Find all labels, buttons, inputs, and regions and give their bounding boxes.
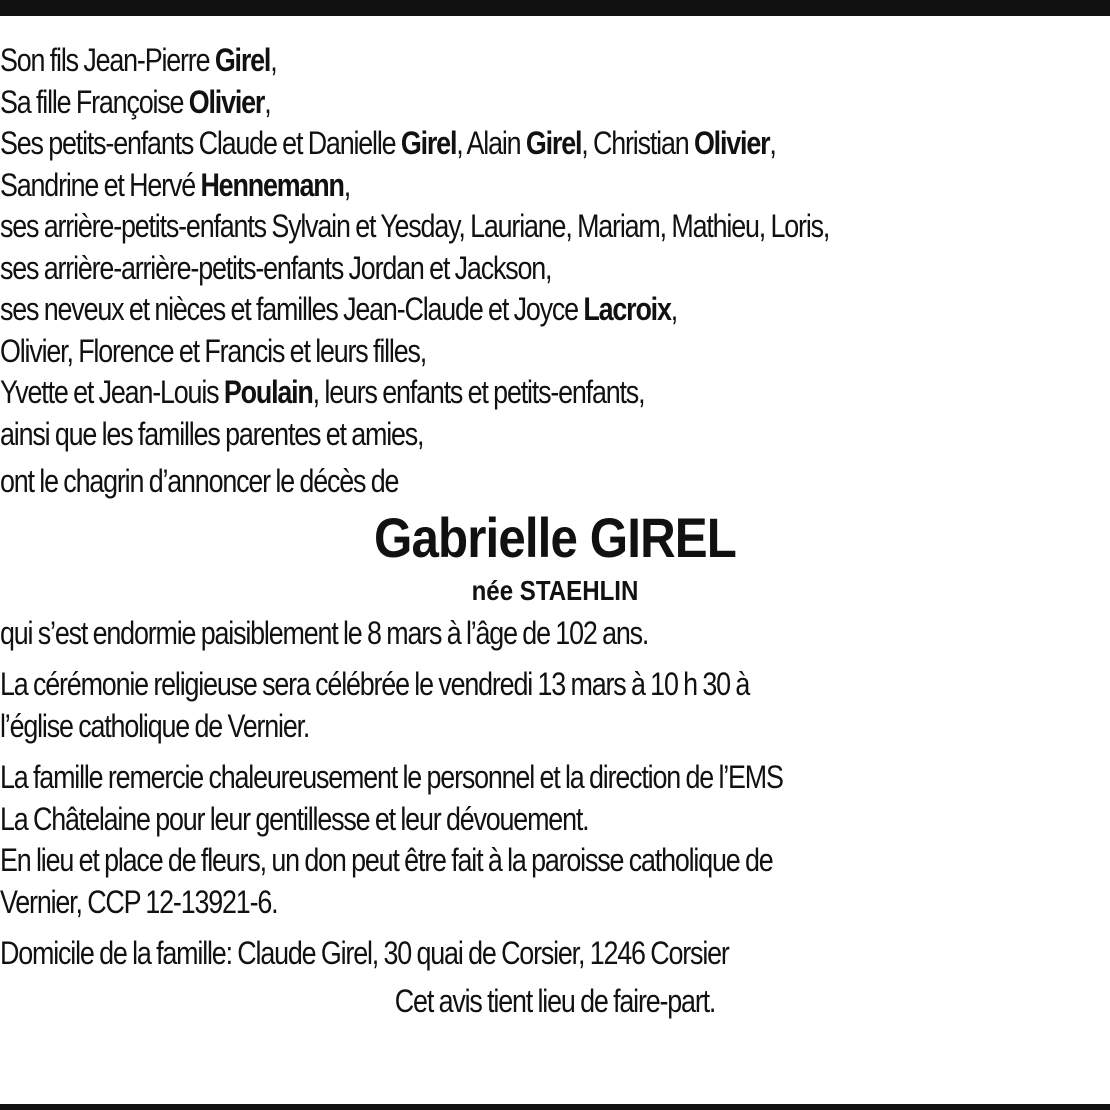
family-text: Yvette et Jean-Louis xyxy=(0,374,224,410)
family-line xyxy=(0,248,932,290)
thanks-line: En lieu et place de fleurs, un don peut être fait à la paroisse catholique de xyxy=(0,842,773,878)
family-surname: Olivier xyxy=(188,83,265,120)
family-text: ainsi que les familles parentes et amies, xyxy=(0,415,424,452)
family-line xyxy=(0,289,932,331)
ceremony-line: La cérémonie religieuse sera célébrée le vendredi 13 mars à 10 h 30 à xyxy=(0,666,750,702)
family-line xyxy=(0,165,932,207)
family-line xyxy=(0,206,932,248)
domicile-line: Domicile de la famille: Claude Girel, 30 quai de Corsier, 1246 Corsier xyxy=(0,935,729,971)
family-text: Olivier, Florence et Francis et leurs filles, xyxy=(0,332,427,369)
family-text: Ses petits-enfants Claude et Danielle xyxy=(0,125,401,161)
family-line xyxy=(0,82,932,124)
announcement-line: ont le chagrin d’annoncer le décès de xyxy=(0,463,399,499)
bottom-rule xyxy=(0,1104,1110,1110)
death-info-line: qui s’est endormie paisiblement le 8 mars à l’âge de 102 ans. xyxy=(0,614,649,651)
thanks-line: La famille remercie chaleureusement le personnel et la direction de l’EMS xyxy=(0,759,783,795)
family-text: ses arrière-arrière-petits-enfants Jordan et Jackson, xyxy=(0,249,552,286)
thanks-line: Vernier, CCP 12-13921-6. xyxy=(0,883,278,920)
thanks-line: La Châtelaine pour leur gentillesse et leur dévouement. xyxy=(0,800,589,837)
family-text: , xyxy=(343,166,351,203)
family-text: , xyxy=(769,125,776,161)
deceased-name: Gabrielle GIREL xyxy=(374,505,736,569)
family-text: ses arrière-petits-enfants Sylvain et Yesday, Lauriane, Mariam, Mathieu, Loris, xyxy=(0,208,830,244)
family-surname: Girel xyxy=(400,125,457,161)
obituary-notice xyxy=(0,40,1110,1022)
family-line xyxy=(0,372,932,414)
family-list xyxy=(0,40,1110,455)
family-surname: Olivier xyxy=(693,125,770,161)
family-line xyxy=(0,40,932,82)
family-text: Sa fille Françoise xyxy=(0,83,189,120)
closing-line: Cet avis tient lieu de faire-part. xyxy=(394,982,716,1019)
family-text: Son fils Jean-Pierre xyxy=(0,42,215,78)
family-text: Sandrine et Hervé xyxy=(0,166,201,203)
family-surname: Girel xyxy=(525,125,582,161)
family-text: , Alain xyxy=(456,125,526,161)
family-text: , xyxy=(270,42,277,78)
family-line xyxy=(0,414,932,456)
family-surname: Girel xyxy=(214,42,271,78)
family-line xyxy=(0,331,932,373)
family-text: , Christian xyxy=(581,125,694,161)
family-text: ses neveux et nièces et familles Jean-Claude et Joyce xyxy=(0,291,584,327)
family-text: , leurs enfants et petits-enfants, xyxy=(312,374,645,410)
top-rule xyxy=(0,0,1110,16)
family-surname: Hennemann xyxy=(200,166,344,203)
family-text: , xyxy=(264,83,271,120)
family-text: , xyxy=(670,291,678,327)
maiden-name: née STAEHLIN xyxy=(471,574,639,606)
family-surname: Lacroix xyxy=(583,291,671,327)
family-line xyxy=(0,123,932,165)
family-surname: Poulain xyxy=(223,374,313,410)
ceremony-line: l’église catholique de Vernier. xyxy=(0,707,310,744)
